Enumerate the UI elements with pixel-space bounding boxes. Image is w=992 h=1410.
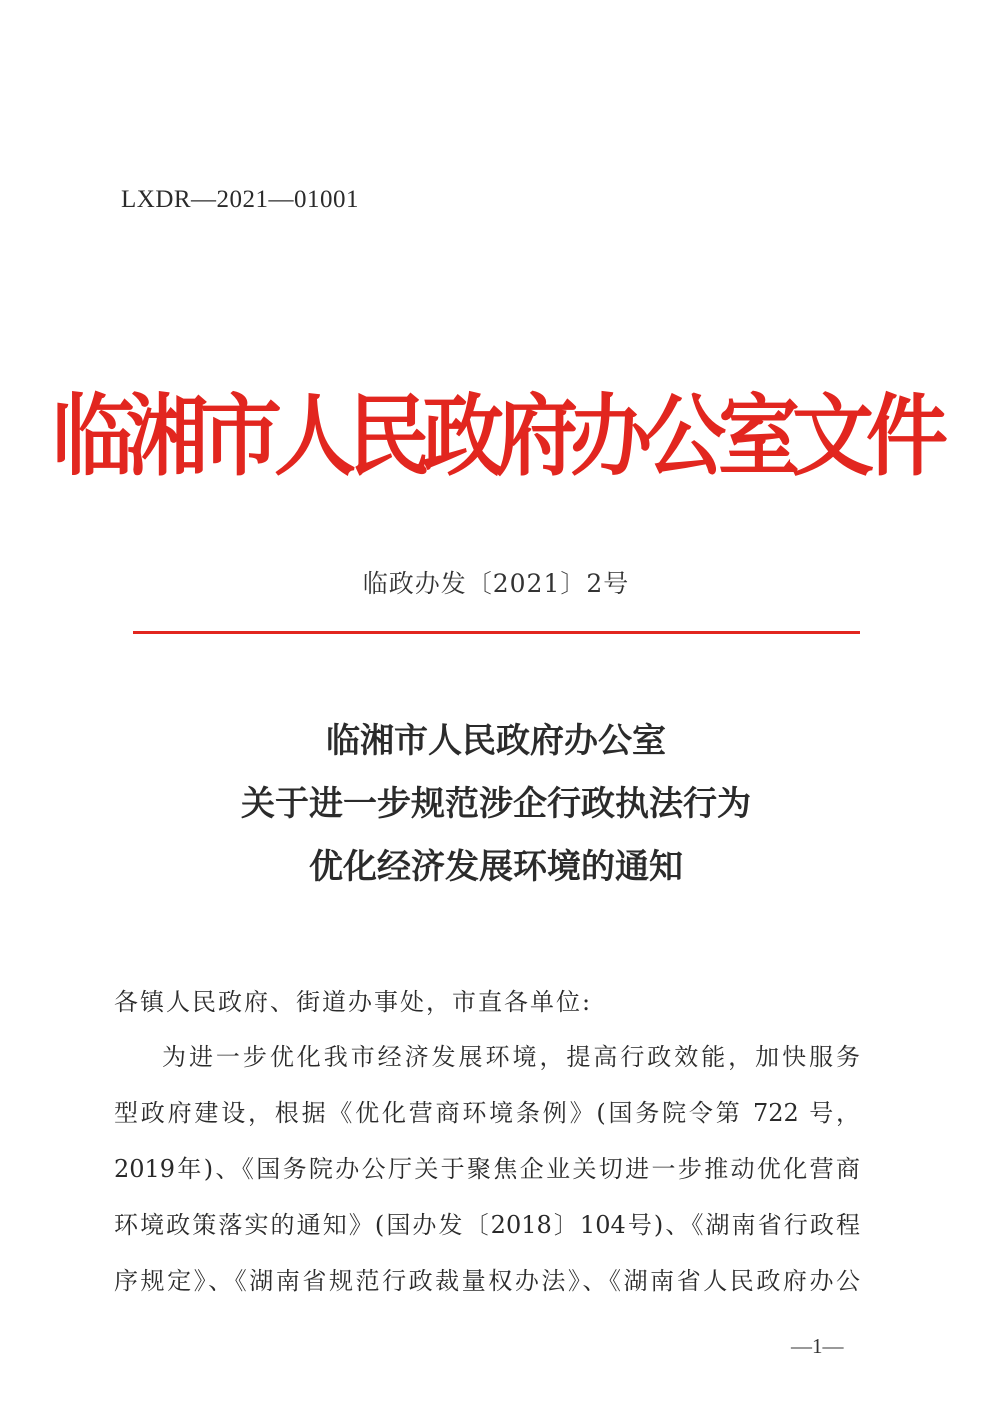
body-line: 为进一步优化我市经济发展环境，提高行政效能，加快服务 (162, 1043, 860, 1071)
issue-number: 临政办发〔2021〕2号 (362, 569, 630, 598)
addressee: 各镇人民政府、街道办事处，市直各单位: (114, 988, 593, 1016)
body-paragraph (114, 1035, 860, 1315)
page-number: —1— (791, 1334, 844, 1358)
notice-title (0, 710, 992, 899)
masthead-title: 临湘市人民政府办公室文件 (51, 386, 940, 489)
body-line: 2019年)、《国务院办公厅关于聚焦企业关切进一步推动优化营商 (114, 1155, 860, 1183)
body-line: 型政府建设，根据《优化营商环境条例》(国务院令第 722 号， (114, 1099, 860, 1127)
red-divider-line (133, 631, 860, 634)
body-line: 环境政策落实的通知》(国办发〔2018〕104号)、《湖南省行政程 (114, 1211, 860, 1239)
body-line: 序规定》、《湖南省规范行政裁量权办法》、《湖南省人民政府办公 (114, 1267, 860, 1295)
document-code: LXDR—2021—01001 (121, 186, 360, 213)
notice-title-line-3: 优化经济发展环境的通知 (309, 847, 683, 887)
notice-title-line-2: 关于进一步规范涉企行政执法行为 (241, 784, 751, 824)
notice-title-line-1: 临湘市人民政府办公室 (326, 721, 666, 761)
